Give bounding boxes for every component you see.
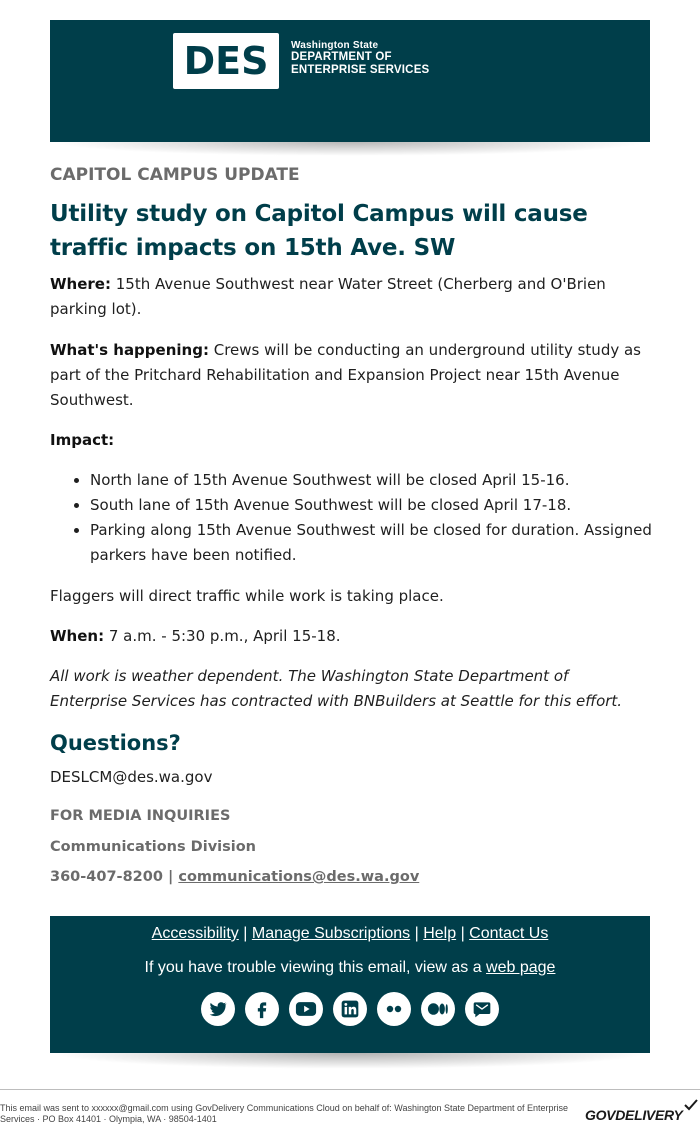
when-paragraph [50, 624, 650, 649]
twitter-icon[interactable] [201, 992, 235, 1026]
disclaimer-paragraph: All work is weather dependent. The Washington State Department of Enterprise Services has contracted with BNBuilders at Seattle for this effort. [50, 667, 623, 710]
linkedin-icon[interactable] [333, 992, 367, 1026]
help-link[interactable]: Help [423, 925, 457, 942]
happening-text: Crews will be conducting an underground utility study as part of the Pritchard Rehabilitation and Expansion Project near 15th Avenue Southwest. [50, 341, 641, 409]
impact-heading [50, 428, 650, 453]
org-name [291, 40, 429, 77]
questions-heading: Questions? [50, 731, 181, 755]
accessibility-link[interactable]: Accessibility [151, 925, 239, 942]
where-paragraph [50, 272, 650, 322]
web-page-link[interactable]: web page [486, 959, 556, 976]
facebook-icon[interactable] [245, 992, 279, 1026]
govdelivery-check-icon [684, 1099, 698, 1111]
media-separator: | [162, 869, 179, 885]
when-label: When: [50, 627, 105, 645]
header-banner [50, 20, 650, 142]
govdelivery-logo: GOVDELIVERY [585, 1107, 683, 1123]
list-item: • Parking along 15th Avenue Southwest will be closed for duration. Assigned parkers have been notified. [90, 518, 690, 568]
media-phone: 360-407-8200 [50, 869, 163, 885]
flaggers-paragraph: Flaggers will direct traffic while work is taking place. [50, 587, 444, 605]
logo-mark: DES [183, 39, 269, 83]
footer-shadow [50, 1053, 650, 1069]
list-item: • South lane of 15th Avenue Southwest will be closed April 17-18. [90, 493, 690, 518]
where-text: 15th Avenue Southwest near Water Street (Cherberg and O'Brien parking lot). [50, 275, 606, 318]
footer-banner [50, 916, 650, 1053]
happening-paragraph [50, 338, 650, 413]
org-line1: DEPARTMENT OF [291, 51, 392, 63]
bottom-divider [0, 1089, 700, 1090]
org-small: Washington State [291, 40, 379, 51]
legal-text: This email was sent to xxxxxx@gmail.com using GovDelivery Communications Cloud on behalf of: Washington State Department of Enterprise Services · PO Box 41401 · Olympia, WA · 98504-1401 [0, 1103, 569, 1124]
media-division: Communications Division [50, 839, 256, 855]
org-line2: ENTERPRISE SERVICES [291, 64, 430, 76]
header-shadow [50, 142, 650, 156]
flickr-icon[interactable] [377, 992, 411, 1026]
kicker: CAPITOL CAMPUS UPDATE [50, 165, 300, 185]
medium-icon[interactable] [421, 992, 455, 1026]
contact-us-link[interactable]: Contact Us [469, 925, 549, 942]
when-text: 7 a.m. - 5:30 p.m., April 15-18. [104, 627, 341, 645]
footer-sep: | [456, 925, 470, 942]
questions-email[interactable]: DESLCM@des.wa.gov [50, 768, 213, 786]
email-icon[interactable] [465, 992, 499, 1026]
impact-label: Impact: [50, 431, 115, 449]
media-email-link[interactable]: communications@des.wa.gov [178, 869, 420, 885]
happening-label: What's happening: [50, 341, 209, 359]
trouble-text: If you have trouble viewing this email, view as a [144, 959, 487, 976]
media-contact [50, 869, 419, 885]
where-label: Where: [50, 275, 111, 293]
list-item: • North lane of 15th Avenue Southwest will be closed April 15-16. [90, 468, 690, 493]
social-icons [201, 992, 499, 1026]
des-logo [173, 33, 279, 89]
footer-sep: | [238, 925, 252, 942]
youtube-icon[interactable] [289, 992, 323, 1026]
footer-links [50, 925, 650, 943]
manage-subscriptions-link[interactable]: Manage Subscriptions [251, 925, 411, 942]
headline: Utility study on Capitol Campus will cause traffic impacts on 15th Ave. SW [50, 201, 588, 261]
impact-list [50, 468, 690, 568]
media-heading: FOR MEDIA INQUIRIES [50, 808, 231, 824]
footer-sep: | [410, 925, 424, 942]
footer-trouble [50, 959, 650, 977]
